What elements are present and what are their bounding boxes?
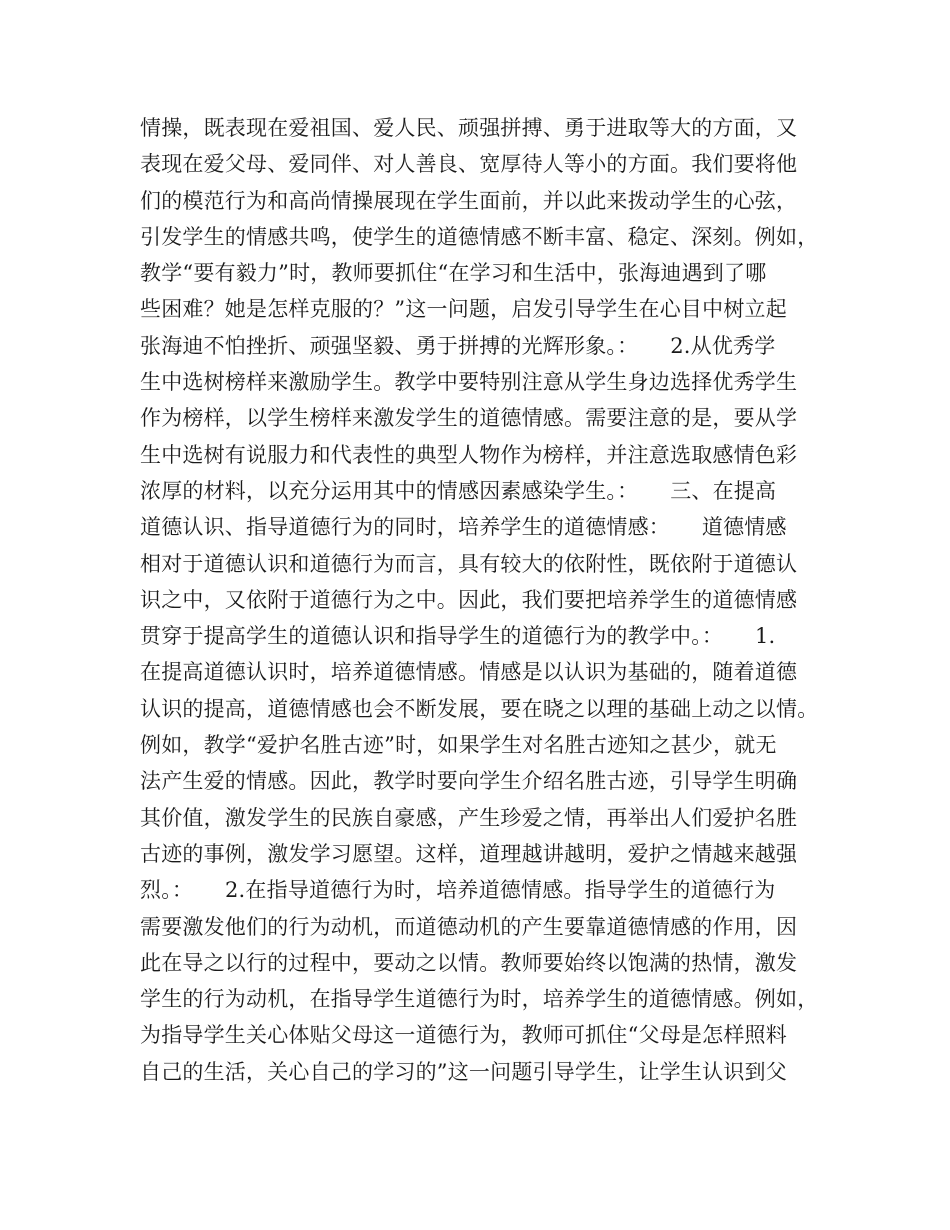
text-line: 张海迪不怕挫折、顽强坚毅、勇于拼搏的光辉形象。： 2.从优秀学 (140, 333, 776, 358)
text-line: 些困难？她是怎样克服的？”这一问题，启发引导学生在心目中树立起 (140, 297, 787, 322)
text-line: 教学“要有毅力”时，教师要抓住“在学习和生活中，张海迪遇到了哪 (140, 261, 767, 286)
text-line: 贯穿于提高学生的道德认识和指导学生的道德行为的教学中。： 1. (140, 624, 776, 649)
text-line: 自己的生活，关心自己的学习的”这一问题引导学生，让学生认识到父 (140, 1059, 787, 1084)
text-line: 法产生爱的情感。因此，教学时要向学生介绍名胜古迹，引导学生明确 (140, 769, 798, 794)
text-line: 相对于道德认识和道德行为而言，具有较大的依附性，既依附于道德认 (140, 551, 798, 576)
text-line: 浓厚的材料，以充分运用其中的情感因素感染学生。： 三、在提高 (140, 478, 777, 503)
text-line: 生中选树榜样来激励学生。教学中要特别注意从学生身边选择优秀学生 (140, 370, 798, 395)
text-line: 引发学生的情感共鸣，使学生的道德情感不断丰富、稳定、深刻。例如， (140, 224, 819, 249)
text-line: 其价值，激发学生的民族自豪感，产生珍爱之情，再举出人们爱护名胜 (140, 805, 798, 830)
text-line: 为指导学生关心体贴父母这一道德行为，教师可抓住“父母是怎样照料 (140, 1023, 787, 1048)
text-line: 古迹的事例，激发学习愿望。这样，道理越讲越明，爱护之情越来越强 (140, 841, 798, 866)
text-line: 道德认识、指导道德行为的同时，培养学生的道德情感： 道德情感 (140, 515, 787, 540)
text-line: 们的模范行为和高尚情操展现在学生面前，并以此来拨动学生的心弦， (140, 188, 798, 213)
text-line: 例如，教学“爱护名胜古迹”时，如果学生对名胜古迹知之甚少，就无 (140, 733, 777, 758)
text-line: 情操，既表现在爱祖国、爱人民、顽强拼搏、勇于进取等大的方面，又 (140, 116, 798, 140)
text-line: 作为榜样，以学生榜样来激发学生的道德情感。需要注意的是，要从学 (140, 406, 798, 431)
text-line: 生中选树有说服力和代表性的典型人物作为榜样，并注意选取感情色彩 (140, 442, 798, 467)
text-line: 识之中，又依附于道德行为之中。因此，我们要把培养学生的道德情感 (140, 587, 798, 612)
body-text (140, 110, 820, 1090)
text-line: 需要激发他们的行为动机，而道德动机的产生要靠道德情感的作用，因 (140, 914, 798, 939)
text-line: 认识的提高，道德情感也会不断发展，要在晓之以理的基础上动之以情。 (140, 696, 819, 721)
text-line: 在提高道德认识时，培养道德情感。情感是以认识为基础的，随着道德 (140, 660, 798, 685)
text-line: 此在导之以行的过程中，要动之以情。教师要始终以饱满的热情，激发 (140, 950, 798, 975)
text-line: 烈。： 2.在指导道德行为时，培养道德情感。指导学生的道德行为 (140, 878, 776, 903)
text-line: 表现在爱父母、爱同伴、对人善良、宽厚待人等小的方面。我们要将他 (140, 152, 798, 177)
text-line: 学生的行为动机，在指导学生道德行为时，培养学生的道德情感。例如， (140, 987, 819, 1012)
